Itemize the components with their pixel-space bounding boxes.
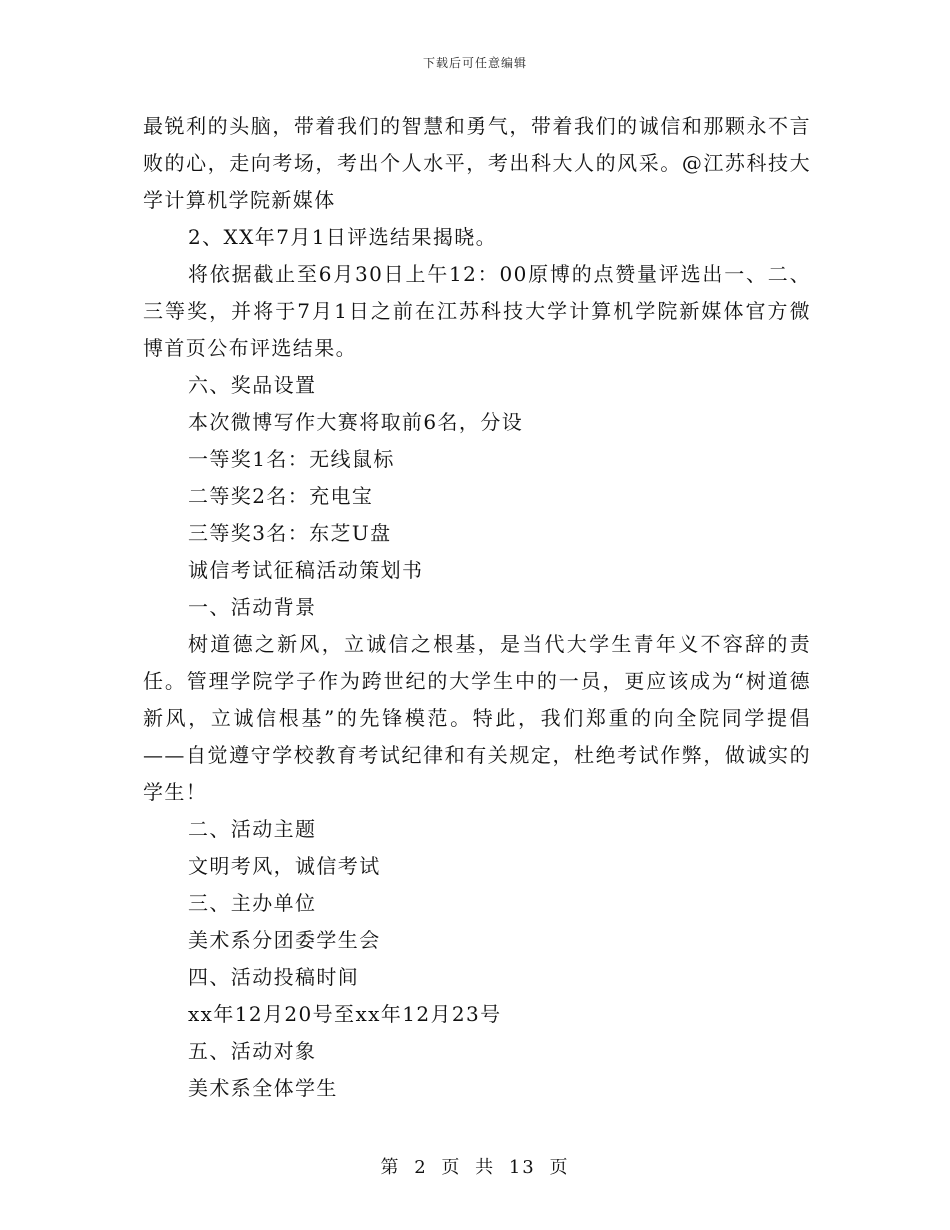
heading-submission-time: 四、活动投稿时间	[188, 965, 360, 989]
paragraph-organizer: 美术系分团委学生会	[188, 928, 381, 952]
header-note: 下载后可任意编辑	[422, 56, 527, 70]
heading-audience: 五、活动对象	[188, 1039, 317, 1063]
prize-first: 一等奖1名：无线鼠标	[188, 447, 395, 471]
paragraph-continuation: 最锐利的头脑，带着我们的智慧和勇气，带着我们的诚信和那颗永不言败的心，走向考场，考出个人水平，考出科大人的风采。@江苏科技大学计算机学院新媒体	[143, 114, 811, 212]
paragraph-prize-intro: 本次微博写作大赛将取前6名，分设	[188, 410, 524, 434]
paragraph-theme: 文明考风，诚信考试	[188, 854, 381, 878]
heading-prizes: 六、奖品设置	[188, 373, 317, 397]
heading-organizer: 三、主办单位	[188, 891, 317, 915]
paragraph-result-rules: 将依据截止至6月30日上午12：00原博的点赞量评选出一、二、三等奖，并将于7月1日之前在江苏科技大学计算机学院新媒体官方微博首页公布评选结果。	[143, 262, 811, 360]
document-body	[143, 108, 811, 1107]
heading-theme: 二、活动主题	[188, 817, 317, 841]
prize-second: 二等奖2名：充电宝	[188, 484, 374, 508]
prize-third: 三等奖3名：东芝U盘	[188, 521, 392, 545]
paragraph-result-date: 2、XX年7月1日评选结果揭晓。	[188, 225, 498, 249]
paragraph-audience: 美术系全体学生	[188, 1076, 338, 1100]
paragraph-background: 树道德之新风，立诚信之根基，是当代大学生青年义不容辞的责任。管理学院学子作为跨世纪的大学生中的一员，更应该成为“树道德新风，立诚信根基”的先锋模范。特此，我们郑重的向全院同学提倡——自觉遵守学校教育考试纪律和有关规定，杜绝考试作弊，做诚实的学生！	[143, 632, 811, 804]
page-number: 第 2 页 共 13 页	[380, 1157, 570, 1178]
document-subtitle: 诚信考试征稿活动策划书	[188, 558, 424, 582]
heading-background: 一、活动背景	[188, 595, 317, 619]
paragraph-submission-time: xx年12月20号至xx年12月23号	[188, 1002, 502, 1026]
